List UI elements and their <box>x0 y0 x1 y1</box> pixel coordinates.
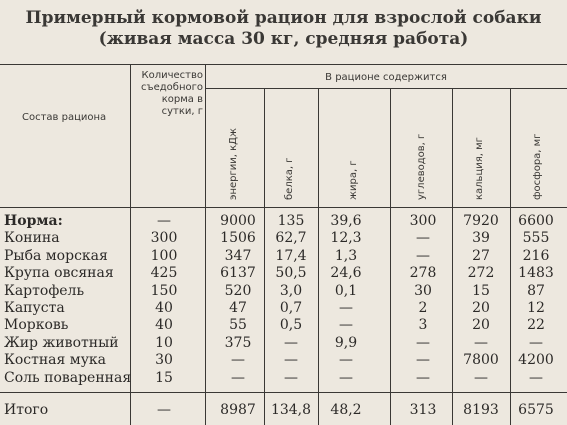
row-carbs: 300 <box>409 213 437 229</box>
row-name: Морковь <box>4 317 69 334</box>
row-energy: — <box>231 369 245 386</box>
row-phosphorus: 1483 <box>518 265 554 282</box>
table-row <box>0 317 567 334</box>
row-protein: 0,7 <box>279 300 303 316</box>
row-energy: 347 <box>224 247 252 264</box>
row-name: Рыба морская <box>4 247 108 264</box>
contains-rule <box>205 88 567 89</box>
header-bottom-rule <box>0 207 567 208</box>
row-qty: — <box>157 213 171 229</box>
row-fat: 12,3 <box>330 230 362 247</box>
total-carbs: 313 <box>409 402 437 418</box>
table-row <box>0 335 567 352</box>
row-fat: — <box>339 300 353 316</box>
row-protein: 135 <box>277 213 305 229</box>
row-calcium: 20 <box>472 317 490 334</box>
row-calcium: 27 <box>472 247 490 264</box>
table-row <box>0 213 567 230</box>
row-carbs: 3 <box>418 317 428 334</box>
table-row <box>0 230 567 247</box>
total-fat: 48,2 <box>330 402 362 418</box>
row-phosphorus: 216 <box>522 247 550 264</box>
row-name: Капуста <box>4 300 65 316</box>
row-carbs: — <box>416 230 430 247</box>
row-protein: 62,7 <box>275 230 307 247</box>
row-calcium: 7920 <box>463 213 499 229</box>
row-energy: 1506 <box>220 230 256 247</box>
row-qty: 40 <box>155 317 173 334</box>
row-phosphorus: — <box>529 334 543 351</box>
total-phosphorus: 6575 <box>518 402 554 418</box>
row-protein: 50,5 <box>275 265 307 282</box>
total-row <box>0 402 567 419</box>
header-col-calcium: кальция, мг <box>474 137 485 200</box>
row-energy: 6137 <box>220 265 256 282</box>
row-fat: 9,9 <box>334 334 358 351</box>
row-calcium: 15 <box>472 282 490 299</box>
row-name: Конина <box>4 230 60 247</box>
row-carbs: 278 <box>409 265 437 282</box>
row-fat: — <box>339 369 353 386</box>
table-row <box>0 283 567 300</box>
table-row <box>0 370 567 387</box>
row-protein: — <box>284 369 298 386</box>
row-energy: 9000 <box>220 213 256 229</box>
row-qty: 15 <box>155 369 173 386</box>
row-qty: 30 <box>155 352 173 369</box>
table-row <box>0 265 567 282</box>
row-phosphorus: 555 <box>522 230 550 247</box>
row-name: Соль поваренная <box>4 369 132 386</box>
row-calcium: — <box>474 334 488 351</box>
header-col-fat: жира, г <box>348 160 359 200</box>
row-carbs: — <box>416 247 430 264</box>
row-fat: — <box>339 317 353 334</box>
row-carbs: 30 <box>414 282 432 299</box>
row-protein: 0,5 <box>279 317 303 334</box>
header-composition: Состав рациона <box>22 112 107 123</box>
total-qty: — <box>157 402 171 418</box>
row-phosphorus: 87 <box>527 282 545 299</box>
row-fat: 24,6 <box>330 265 362 282</box>
row-protein: — <box>284 352 298 369</box>
title-line-2: (живая масса 30 кг, средняя работа) <box>98 29 469 49</box>
row-carbs: — <box>416 334 430 351</box>
table-row <box>0 248 567 265</box>
row-phosphorus: 4200 <box>518 352 554 369</box>
row-name: Картофель <box>4 282 85 299</box>
row-energy: 520 <box>224 282 252 299</box>
top-rule <box>0 64 567 65</box>
row-calcium: 7800 <box>463 352 499 369</box>
header-quantity: Количество съедобного корма в сутки, г <box>141 70 203 117</box>
row-qty: 425 <box>150 265 178 282</box>
row-name: Норма: <box>4 213 63 229</box>
row-calcium: 20 <box>472 300 490 316</box>
row-energy: 47 <box>229 300 247 316</box>
table-title <box>0 8 567 50</box>
row-name: Костная мука <box>4 352 107 369</box>
row-energy: 55 <box>229 317 247 334</box>
row-qty: 10 <box>155 334 173 351</box>
header-contains: В рационе содержится <box>325 72 447 83</box>
row-carbs: 2 <box>418 300 428 316</box>
row-phosphorus: — <box>529 369 543 386</box>
row-protein: 3,0 <box>279 282 303 299</box>
row-protein: 17,4 <box>275 247 307 264</box>
total-rule <box>0 392 567 393</box>
row-name: Жир животный <box>4 334 119 351</box>
row-fat: 0,1 <box>334 282 358 299</box>
row-calcium: — <box>474 369 488 386</box>
row-energy: — <box>231 352 245 369</box>
row-phosphorus: 22 <box>527 317 545 334</box>
total-calcium: 8193 <box>463 402 499 418</box>
row-calcium: 272 <box>467 265 495 282</box>
row-qty: 300 <box>150 230 178 247</box>
row-name: Крупа овсяная <box>4 265 114 282</box>
row-qty: 100 <box>150 247 178 264</box>
row-protein: — <box>284 334 298 351</box>
header-col-energy: энергии, кДж <box>228 128 239 200</box>
row-phosphorus: 12 <box>527 300 545 316</box>
title-line-1: Примерный кормовой рацион для взрослой собаки <box>25 8 542 28</box>
header-col-phosphorus: фосфора, мг <box>532 133 543 200</box>
table-row <box>0 300 567 317</box>
row-calcium: 39 <box>472 230 490 247</box>
header-col-protein: белка, г <box>284 157 295 200</box>
total-energy: 8987 <box>220 402 256 418</box>
row-qty: 150 <box>150 282 178 299</box>
row-fat: 1,3 <box>334 247 358 264</box>
row-carbs: — <box>416 352 430 369</box>
row-fat: — <box>339 352 353 369</box>
header-col-carbs: углеводов, г <box>416 133 427 200</box>
row-phosphorus: 6600 <box>518 213 554 229</box>
row-energy: 375 <box>224 334 252 351</box>
total-label: Итого <box>4 402 49 418</box>
total-protein: 134,8 <box>270 402 312 418</box>
row-carbs: — <box>416 369 430 386</box>
row-qty: 40 <box>155 300 173 316</box>
table-row <box>0 352 567 369</box>
row-fat: 39,6 <box>330 213 362 229</box>
